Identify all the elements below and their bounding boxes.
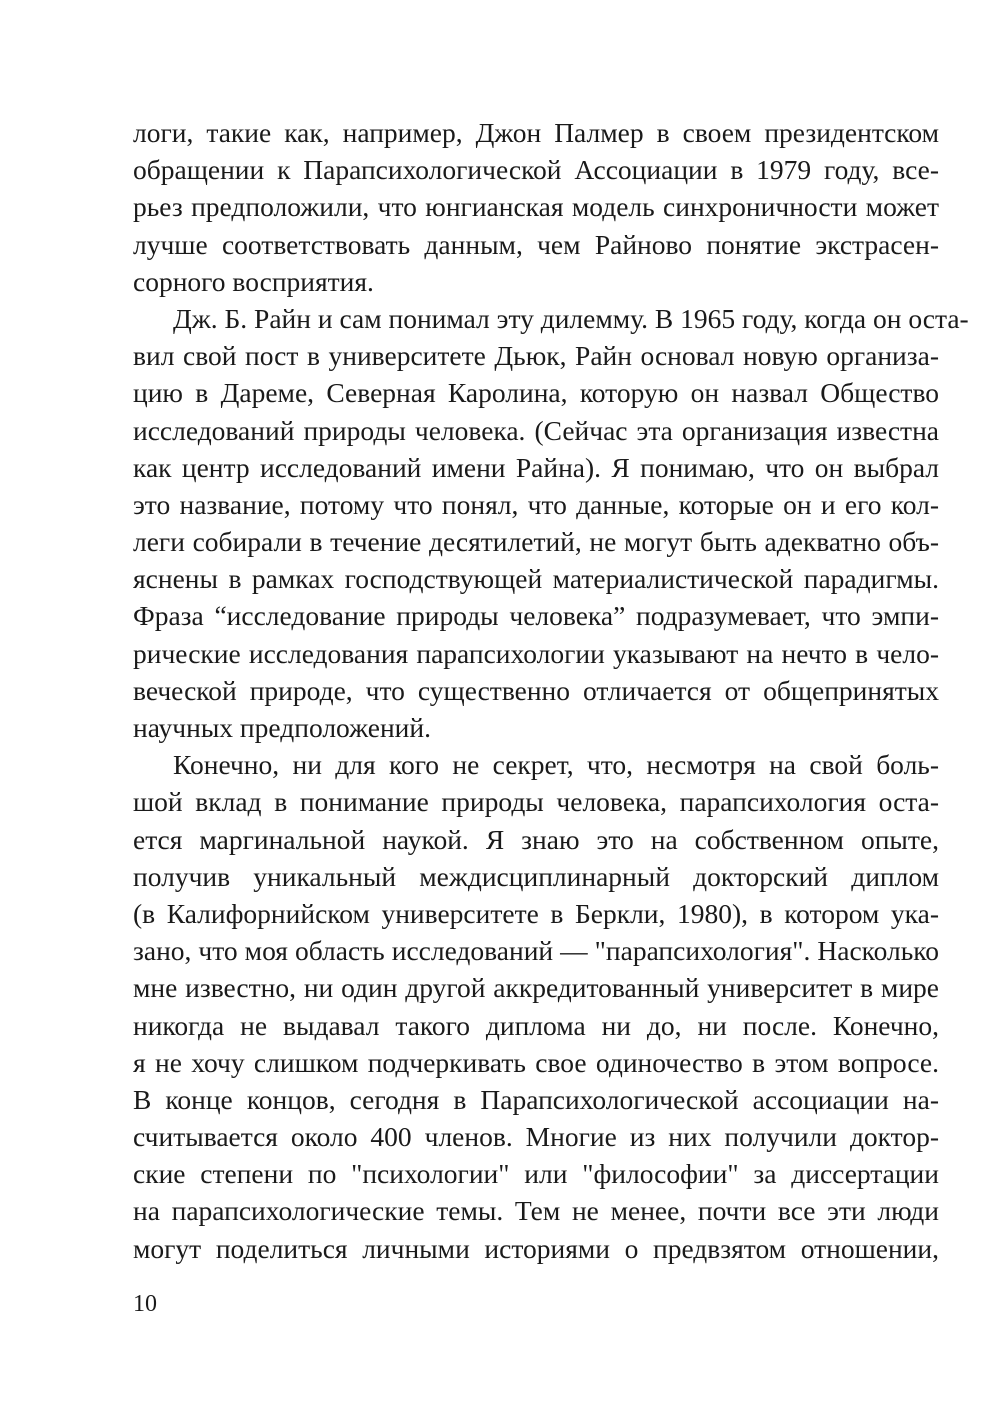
text-line: обращении к Парапсихологической Ассоциации в 1979 году, все- bbox=[133, 154, 939, 186]
text-line: могут поделиться личными историями о предвзятом отношении, bbox=[133, 1232, 939, 1264]
text-line: на парапсихологические темы. Тем не менее, почти все эти люди bbox=[133, 1195, 939, 1227]
page-number: 10 bbox=[133, 1291, 157, 1317]
text-line: ется маргинальной наукой. Я знаю это на собственном опыте, bbox=[133, 823, 939, 855]
text-line: веческой природе, что существенно отличается от общепринятых bbox=[133, 674, 939, 706]
text-line: шой вклад в понимание природы человека, парапсихология оста- bbox=[133, 786, 939, 818]
body-text bbox=[133, 114, 969, 1267]
text-line: (в Калифорнийском университете в Беркли, 1980), в котором ука- bbox=[133, 897, 939, 929]
text-line: мне известно, ни один другой аккредитованный университет в мире bbox=[133, 972, 939, 1004]
text-line: научных предположений. bbox=[133, 712, 431, 743]
text-line: леги собирали в течение десятилетий, не могут быть адекватно объ- bbox=[133, 526, 939, 558]
text-line: Фраза “исследование природы человека” подразумевает, что эмпи- bbox=[133, 600, 939, 632]
text-line: В конце концов, сегодня в Парапсихологической ассоциации на- bbox=[133, 1083, 939, 1115]
text-line: яснены в рамках господствующей материалистической парадигмы. bbox=[133, 563, 939, 595]
text-line: это название, потому что понял, что данные, которые он и его кол- bbox=[133, 488, 939, 520]
text-line: Дж. Б. Райн и сам понимал эту дилемму. В 1965 году, когда он оста- bbox=[173, 302, 969, 334]
text-line: цию в Дареме, Северная Каролина, которую он назвал Общество bbox=[133, 377, 939, 409]
text-line: сорного восприятия. bbox=[133, 265, 374, 297]
text-line: никогда не выдавал такого диплома ни до, ни после. Конечно, bbox=[133, 1009, 939, 1041]
text-line: я не хочу слишком подчеркивать свое одиночество в этом вопросе. bbox=[133, 1046, 939, 1078]
text-line: зано, что моя область исследований — "парапсихология". Насколько bbox=[133, 935, 939, 967]
text-line: логи, такие как, например, Джон Палмер в своем президентском bbox=[133, 117, 939, 148]
text-line: исследований природы человека. (Сейчас эта организация известна bbox=[133, 414, 939, 446]
text-line: рические исследования парапсихологии указывают на нечто в чело- bbox=[133, 637, 939, 669]
text-line: лучше соответствовать данным, чем Райново понятие экстрасен- bbox=[133, 228, 939, 260]
text-line: вил свой пост в университете Дьюк, Райн основал новую организа- bbox=[133, 340, 939, 372]
text-line: рьез предположили, что юнгианская модель синхроничности может bbox=[133, 191, 939, 223]
text-line: Конечно, ни для кого не секрет, что, несмотря на свой боль- bbox=[173, 749, 939, 781]
text-line: считывается около 400 членов. Многие из них получили доктор- bbox=[133, 1121, 939, 1153]
text-line: как центр исследований имени Райна). Я понимаю, что он выбрал bbox=[133, 451, 939, 483]
text-line: ские степени по "психологии" или "философии" за диссертации bbox=[133, 1158, 939, 1190]
text-line: получив уникальный междисциплинарный докторский диплом bbox=[133, 860, 939, 892]
